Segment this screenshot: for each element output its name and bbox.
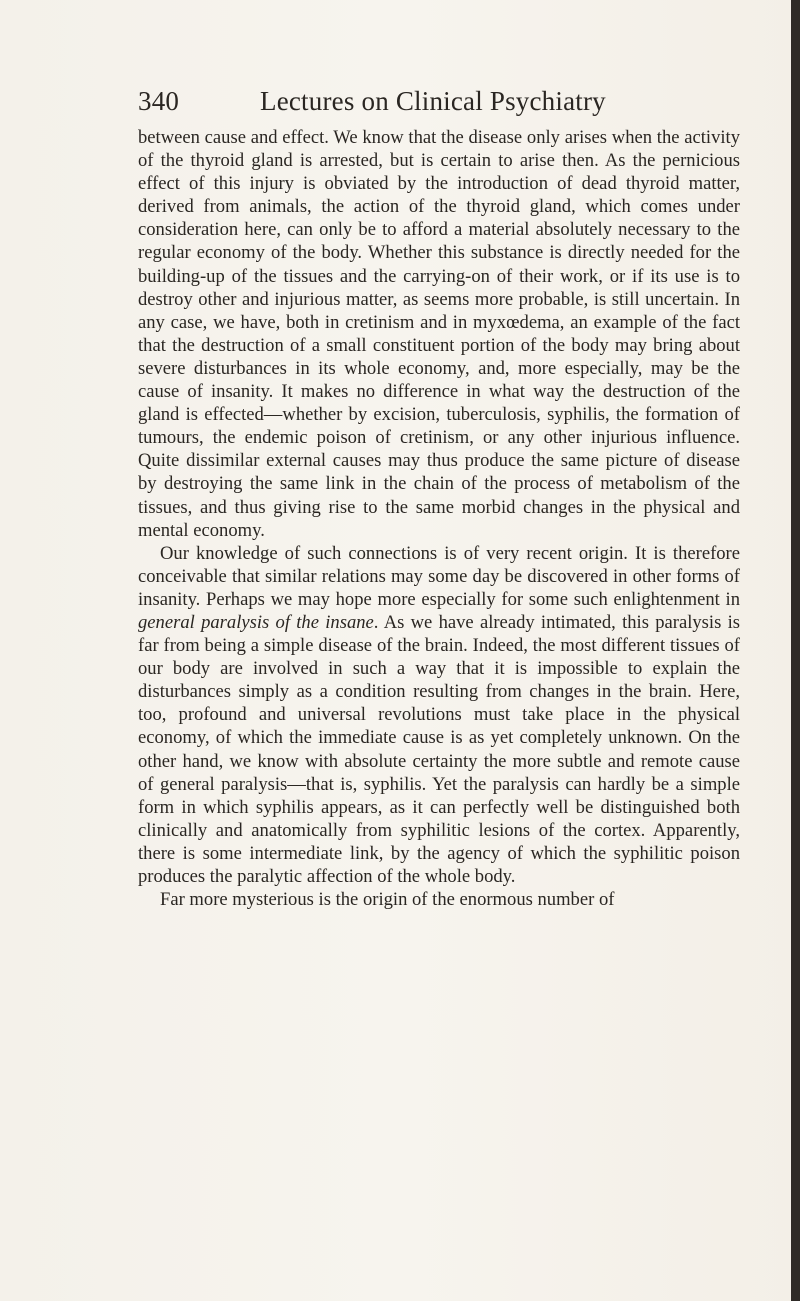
paragraph-2-text-start: Our knowledge of such connections is of very recent origin. It is therefore conceivable that similar relations may some day be discovered in other forms of insanity. Perhaps we may hope more especially for some such enlightenment in xyxy=(138,542,740,610)
italic-term-general-paralysis: general paralysis of the insane xyxy=(138,611,374,633)
page-number: 340 xyxy=(138,86,180,116)
body-text xyxy=(138,126,740,911)
paragraph-2-text-end: . As we have already intimated, this paralysis is far from being a simple disease of the brain. Indeed, the most different tissues of our body are involved in such a way that it is impossible to explain the disturbances simply as a condition resulting from changes in the brain. Here, too, profound and universal revolutions must take place in the physical economy, of which the immediate cause is as yet completely unknown. On the other hand, we know with absolute certainty the more subtle and remote cause of general paralysis—that is, syphilis. Yet the paralysis can hardly be a simple form in which syphilis appears, as it can perfectly well be distinguished both clinically and anatomically from syphilitic lesions of the cortex. Apparently, there is some intermediate link, by the agency of which the syphilitic poison produces the paralytic affection of the whole body. xyxy=(138,611,740,887)
paragraph-3 xyxy=(138,888,740,911)
paragraph-1 xyxy=(138,126,740,542)
page-header xyxy=(138,86,738,116)
paragraph-2 xyxy=(138,542,740,888)
paragraph-3-text: Far more mysterious is the origin of the enormous number of xyxy=(160,889,615,911)
running-title: Lectures on Clinical Psychiatry xyxy=(260,86,606,116)
page-edge-shadow xyxy=(791,0,800,1301)
paragraph-1-text: between cause and effect. We know that the disease only arises when the activity of the thyroid gland is arrested, but is certain to arise then. As the pernicious effect of this injury is obviated by the introduction of dead thyroid matter, derived from animals, the action of the thyroid gland, which comes under consideration here, can only be to afford a material absolutely necessary to the regular economy of the body. Whether this substance is directly needed for the building-up of the tissues and the carrying-on of their work, or if its use is to destroy other and injurious matter, as seems more probable, is still uncertain. In any case, we have, both in cretinism and in myxœdema, an example of the fact that the destruction of a small constituent portion of the body may bring about severe disturbances in its whole economy, and, more especially, may be the cause of insanity. It makes no difference in what way the destruction of the gland is effected—whether by excision, tuberculosis, syphilis, the formation of tumours, the endemic poison of cretinism, or any other injurious influence. Quite dissimilar external causes may thus produce the same picture of disease by destroying the same link in the chain of the process of metabolism of the tissues, and thus giving rise to the same morbid changes in the physical and mental economy. xyxy=(138,127,740,541)
